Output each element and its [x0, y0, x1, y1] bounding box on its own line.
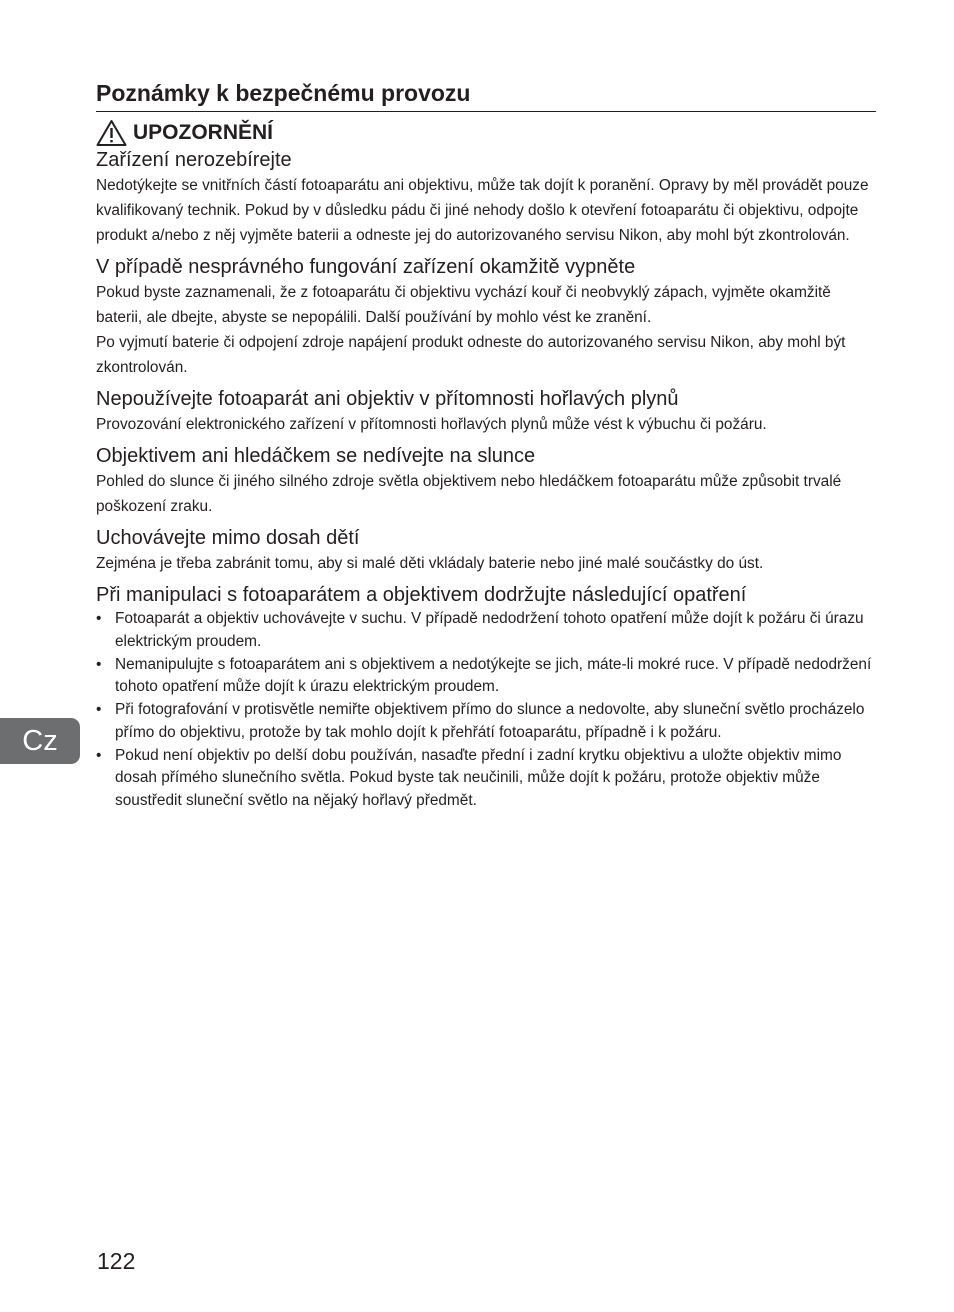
list-item-text: Při fotografování v protisvětle nemiřte objektivem přímo do slunce a nedovolte, aby sluneční světlo procházelo přímo do objektivu, protože by tak mohlo dojít k přehřátí fotoaparátu, případně i k požáru.	[115, 701, 865, 741]
title-divider	[96, 111, 876, 112]
section-malfunction	[96, 254, 876, 380]
page-number: 122	[97, 1248, 136, 1274]
list-item	[96, 745, 876, 813]
section-handling	[96, 582, 876, 812]
section-disassembly	[96, 147, 876, 248]
section-paragraph: Pokud byste zaznamenali, že z fotoaparátu či objektivu vychází kouř či neobvyklý zápach, vyjměte okamžitě baterii, ale dbejte, abyste se nepopálili. Další používání by mohlo vést ke zranění.	[96, 284, 831, 326]
section-heading: Zařízení nerozebírejte	[96, 149, 292, 171]
section-paragraph: Po vyjmutí baterie či odpojení zdroje napájení produkt odneste do autorizovaného servisu Nikon, aby mohl být zkontrolován.	[96, 334, 846, 376]
section-heading: Uchovávejte mimo dosah dětí	[96, 527, 360, 549]
warning-header	[96, 118, 273, 148]
section-flammable-gas	[96, 386, 876, 437]
bullet-icon: •	[96, 701, 102, 718]
section-heading: Objektivem ani hledáčkem se nedívejte na slunce	[96, 445, 536, 467]
section-heading: V případě nesprávného fungování zařízení okamžitě vypněte	[96, 256, 636, 278]
list-item	[96, 699, 876, 744]
list-item-text: Nemanipulujte s fotoaparátem ani s objektivem a nedotýkejte se jich, máte-li mokré ruce. V případě nedodržení tohoto opatření může dojít k úrazu elektrickým proudem.	[115, 655, 872, 695]
warning-label: UPOZORNĚNÍ	[133, 121, 274, 144]
section-heading: Při manipulaci s fotoaparátem a objektivem dodržujte následující opatření	[96, 584, 747, 606]
precautions-list	[96, 608, 876, 812]
section-paragraph: Zejména je třeba zabránit tomu, aby si malé děti vkládaly baterie nebo jiné malé součástky do úst.	[96, 555, 764, 572]
page-title: Poznámky k bezpečnému provozu	[96, 80, 471, 106]
content-area	[96, 147, 876, 812]
section-paragraph: Pohled do slunce či jiného silného zdroje světla objektivem nebo hledáčkem fotoaparátu může způsobit trvalé poškození zraku.	[96, 473, 842, 515]
warning-triangle-icon	[96, 119, 127, 147]
language-tab-label: Cz	[22, 724, 58, 757]
section-paragraph: Nedotýkejte se vnitřních částí fotoaparátu ani objektivu, může tak dojít k poranění. Opravy by měl provádět pouze kvalifikovaný technik. Pokud by v důsledku pádu či jiné nehody došlo k otevření fotoaparátu či objektivu, odpojte produkt a/nebo z něj vyjměte baterii a odneste jej do autorizovaného servisu Nikon, aby mohl být zkontrolován.	[96, 177, 869, 244]
section-sun	[96, 443, 876, 519]
bullet-icon: •	[96, 655, 102, 673]
list-item-text: Fotoaparát a objektiv uchovávejte v suchu. V případě nedodržení tohoto opatření může dojít k požáru či úrazu elektrickým proudem.	[115, 610, 864, 650]
bullet-icon: •	[96, 610, 102, 627]
list-item	[96, 608, 876, 653]
language-tab	[0, 718, 80, 764]
list-item	[96, 654, 876, 699]
bullet-icon: •	[96, 746, 102, 764]
section-paragraph: Provozování elektronického zařízení v přítomnosti hořlavých plynů může vést k výbuchu či požáru.	[96, 416, 767, 433]
section-children	[96, 525, 876, 576]
section-heading: Nepoužívejte fotoaparát ani objektiv v přítomnosti hořlavých plynů	[96, 388, 679, 410]
list-item-text: Pokud není objektiv po delší dobu používán, nasaďte přední i zadní krytku objektivu a uložte objektiv mimo dosah přímého slunečního světla. Pokud byste tak neučinili, může dojít k požáru, protože objektiv může soustředit sluneční světlo na nějaký hořlavý předmět.	[115, 746, 842, 809]
